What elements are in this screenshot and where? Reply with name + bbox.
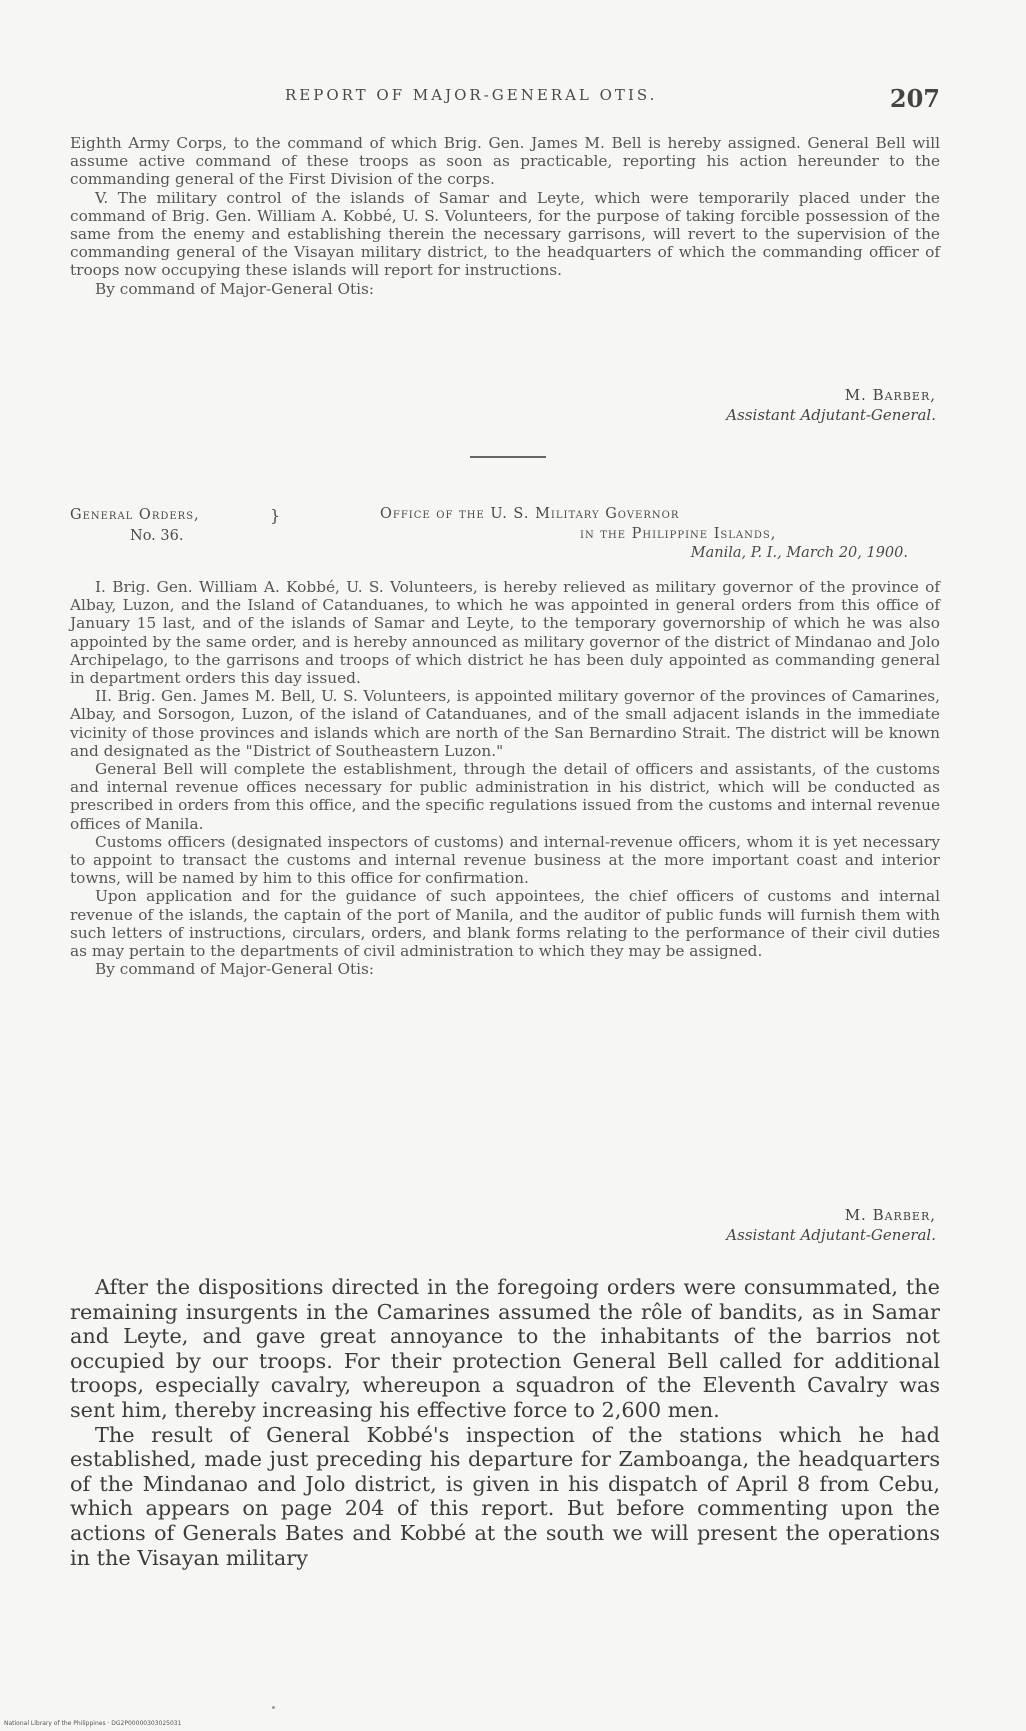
- speck: [272, 1706, 275, 1709]
- paragraph: II. Brig. Gen. James M. Bell, U. S. Volunteers, is appointed military governor of the provinces of Camarines, Albay, and Sorsogon, Luzon, of the island of Catanduanes, and of the small adjacent islands in the immediate vicinity of those provinces and islands which are north of the San Bernardino Strait. The district will be known and designated as the "District of Southeastern Luzon.": [70, 687, 940, 760]
- order-number: No. 36.: [130, 528, 184, 544]
- signature-name: M. Barber,: [844, 386, 936, 404]
- paragraph: Eighth Army Corps, to the command of which Brig. Gen. James M. Bell is hereby assigned. General Bell will assume active command of these troops as soon as practicable, reporting his action hereunder to the commanding general of the First Division of the corps.: [70, 134, 940, 189]
- signature-block: [726, 1205, 936, 1245]
- signature-title: Assistant Adjutant-General.: [726, 406, 936, 424]
- paragraph: I. Brig. Gen. William A. Kobbé, U. S. Volunteers, is hereby relieved as military governor of the province of Albay, Luzon, and the Island of Catanduanes, to which he was appointed in general orders from this office of January 15 last, and of the islands of Samar and Leyte, to the temporary governorship of which he was also appointed by the same order, and is hereby announced as military governor of the district of Mindanao and Jolo Archipelago, to the garrisons and troops of which district he has been duly appointed as commanding general in department orders this day issued.: [70, 578, 940, 688]
- office-line: in the Philippine Islands,: [580, 525, 777, 542]
- section-divider: [470, 456, 546, 458]
- signature-block: [726, 385, 936, 425]
- footer-watermark: National Library of the Philippines · DG2P00000303025031: [4, 1720, 182, 1727]
- paragraph: By command of Major-General Otis:: [95, 960, 375, 979]
- narrative-body: [70, 1275, 940, 1570]
- paragraph: General Bell will complete the establishment, through the detail of officers and assistants, of the customs and internal revenue offices necessary for public administration in his district, which will be conducted as prescribed in orders from this office, and the specific regulations issued from the customs and internal revenue offices of Manila.: [70, 760, 940, 833]
- paragraph: Customs officers (designated inspectors of customs) and internal-revenue officers, whom it is yet necessary to appoint to transact the customs and internal revenue business at the more important coast and interior towns, will be named by him to this office for confirmation.: [70, 832, 940, 888]
- signature-title: Assistant Adjutant-General.: [726, 1226, 936, 1244]
- signature-name: M. Barber,: [844, 1206, 936, 1224]
- paragraph: Upon application and for the guidance of such appointees, the chief officers of customs and internal revenue of the islands, the captain of the port of Manila, and the auditor of public funds will furnish them with such letters of instructions, circulars, orders, and blank forms relating to the performance of their civil duties as may pertain to the departments of civil administration to which they may be assigned.: [70, 887, 940, 961]
- paragraph: The result of General Kobbé's inspection of the stations which he had established, made just preceding his departure for Zamboanga, the headquarters of the Mindanao and Jolo district, is given in his dispatch of April 8 from Cebu, which appears on page 204 of this report. But before commenting upon the actions of Generals Bates and Kobbé at the south we will present the operations in the Visayan military: [70, 1422, 940, 1570]
- paragraph: V. The military control of the islands of Samar and Leyte, which were temporarily placed under the command of Brig. Gen. William A. Kobbé, U. S. Volunteers, for the purpose of taking forcible possession of the same from the enemy and establishing therein the necessary garrisons, will revert to the supervision of the commanding general of the Visayan military district, to the headquarters of which the commanding officer of troops now occupying these islands will report for instructions.: [70, 188, 940, 280]
- general-order-body: [70, 578, 940, 978]
- top-section: [70, 134, 940, 298]
- order-label: [70, 505, 281, 547]
- brace: }: [270, 506, 281, 525]
- office-line: Office of the U. S. Military Governor: [380, 506, 680, 522]
- running-title: REPORT OF MAJOR-GENERAL OTIS.: [285, 86, 658, 104]
- order-office: [380, 505, 908, 564]
- paragraph: By command of Major-General Otis:: [95, 279, 375, 298]
- place-date: Manila, P. I., March 20, 1900.: [690, 545, 908, 561]
- page-number: 207: [889, 84, 940, 113]
- general-orders-label: General Orders,: [70, 507, 200, 523]
- page-header: [70, 84, 940, 116]
- paragraph: After the dispositions directed in the foregoing orders were consummated, the remaining insurgents in the Camarines assumed the rôle of bandits, as in Samar and Leyte, and gave great annoyance to the inhabitants of the barrios not occupied by our troops. For their protection General Bell called for additional troops, especially cavalry, whereupon a squadron of the Eleventh Cavalry was sent him, thereby increasing his effective force to 2,600 men.: [70, 1275, 940, 1422]
